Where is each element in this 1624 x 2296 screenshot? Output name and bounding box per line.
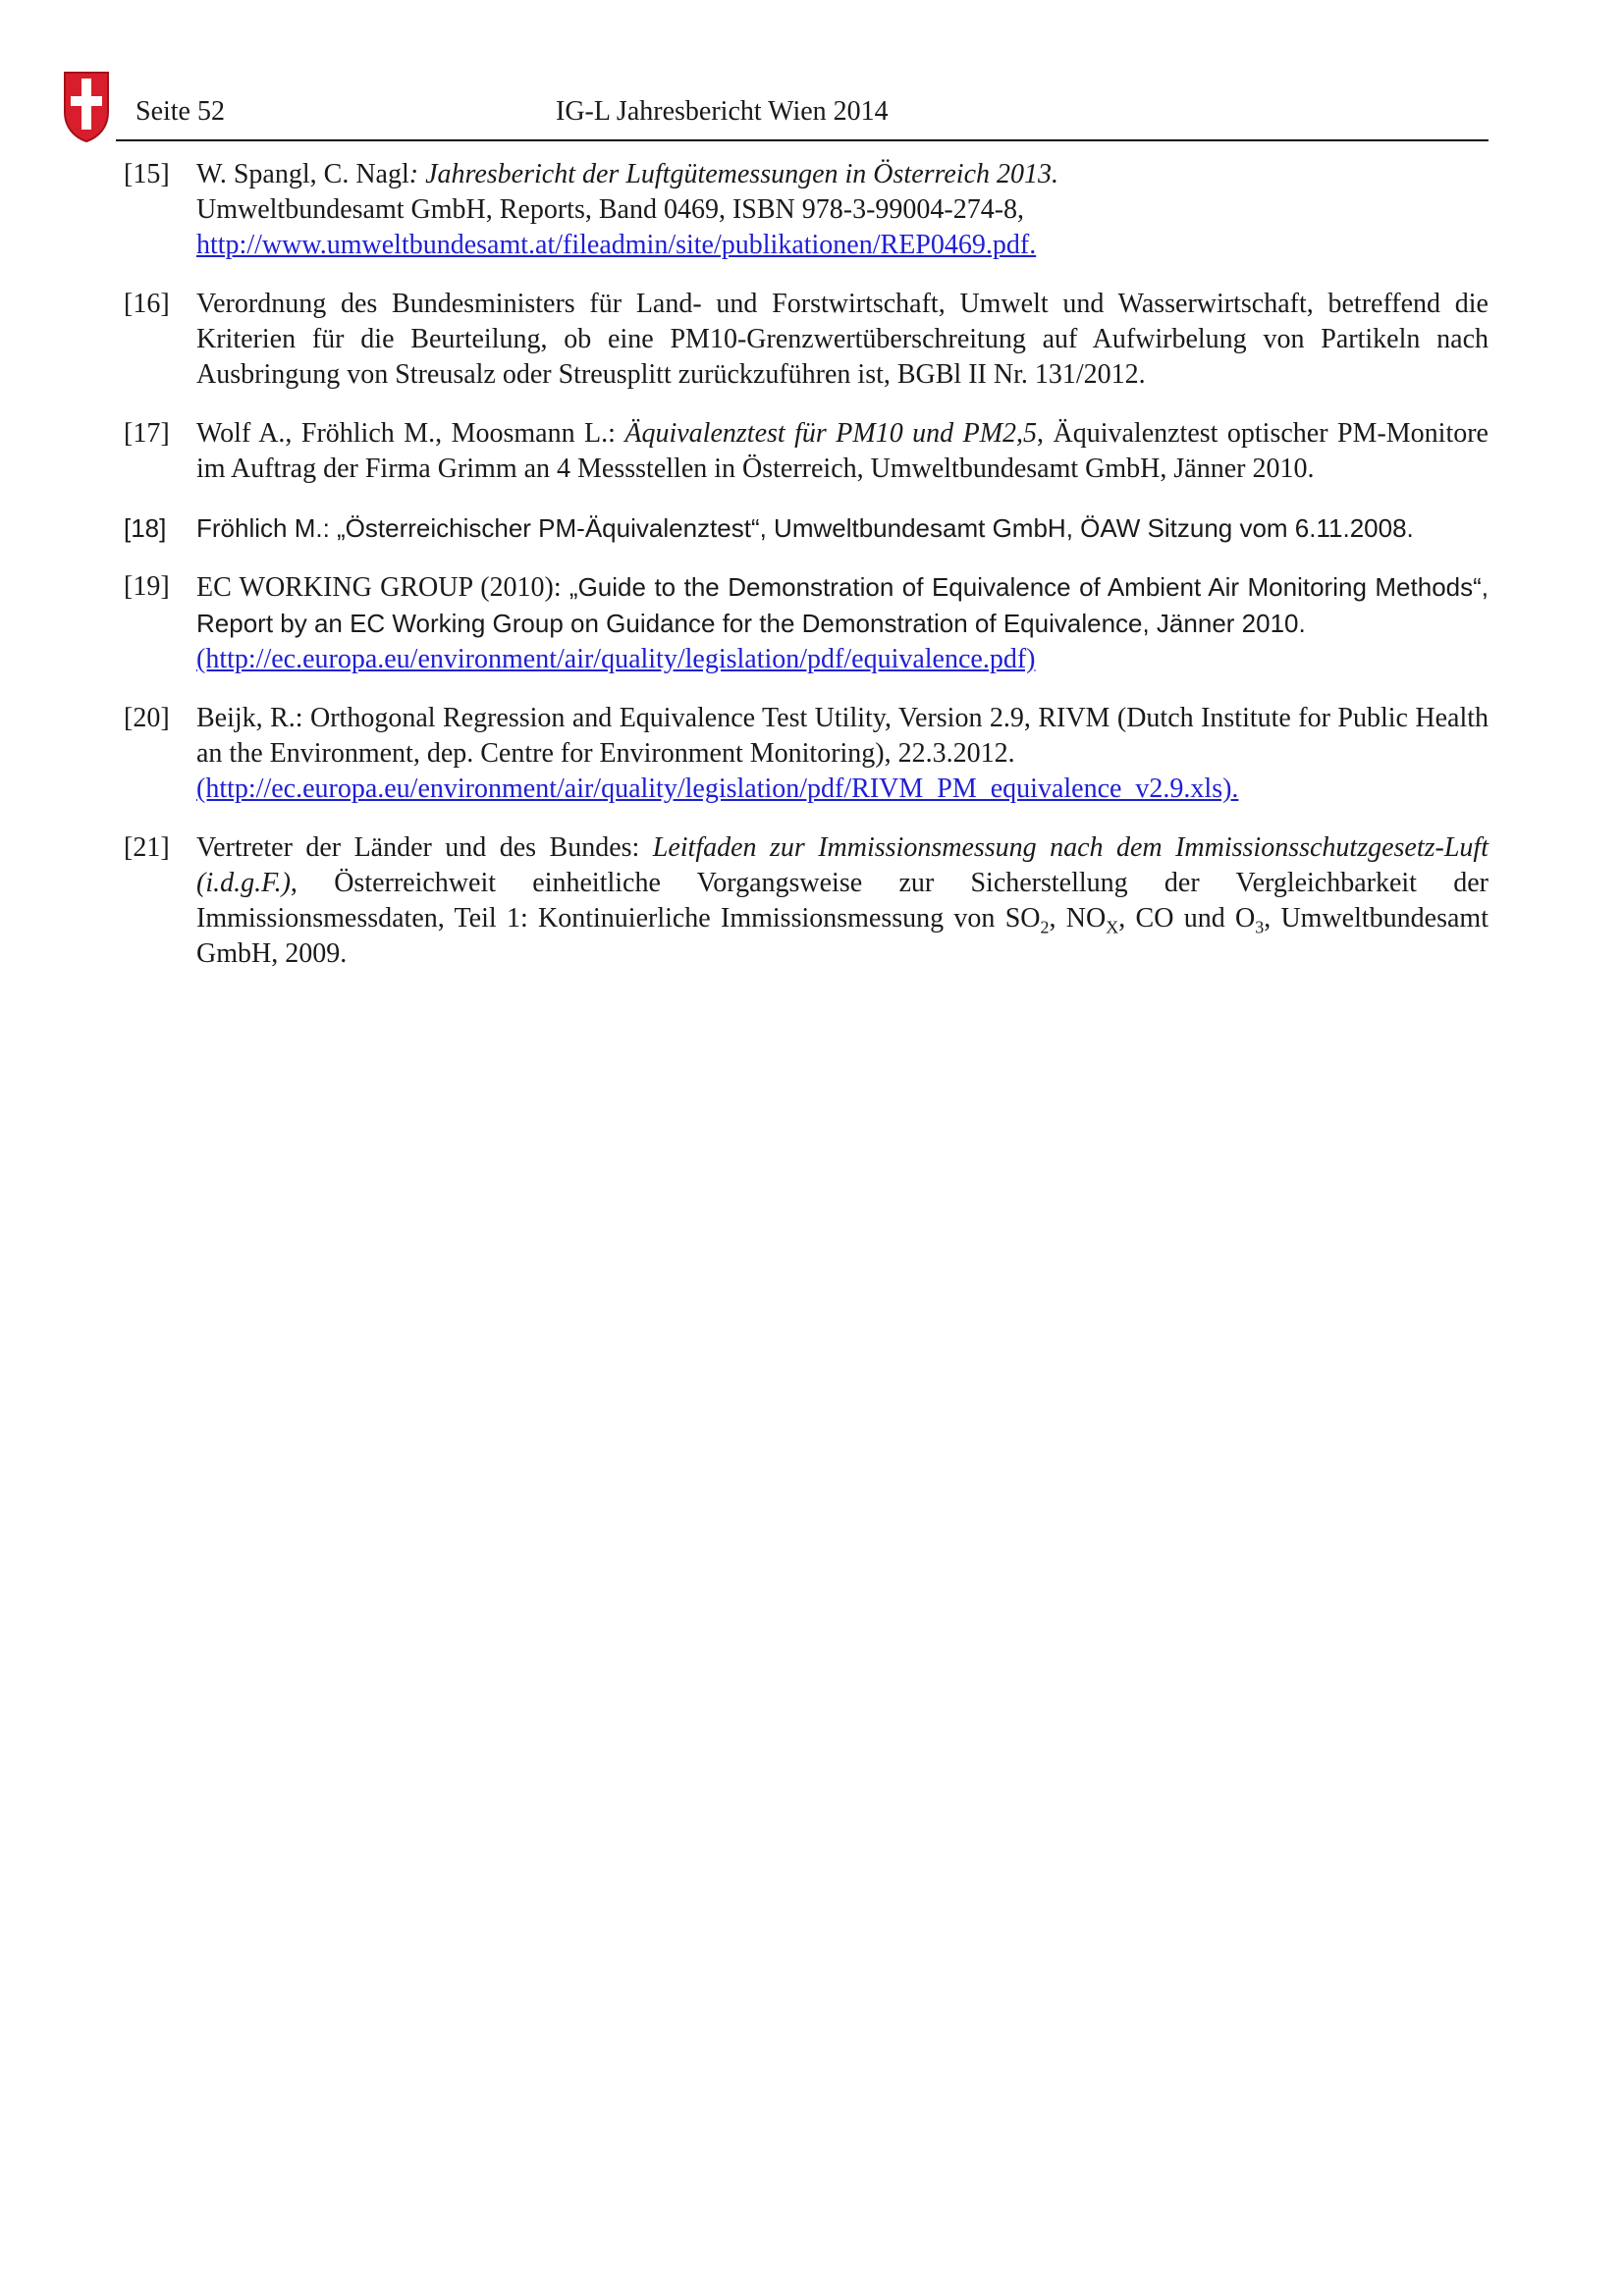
reference-link[interactable]: http://www.umweltbundesamt.at/fileadmin/site/publikationen/REP0469.pdf. [196,230,1037,260]
reference-text: , Umweltbundesamt GmbH, 2009. [196,903,1489,969]
reference-authors: W. Spangl, C. Nagl [196,159,409,189]
reference-number: [21] [124,832,170,863]
reference-16 [124,287,1489,393]
reference-19 [124,569,1489,677]
reference-link[interactable]: (http://ec.europa.eu/environment/air/quality/legislation/pdf/equivalence.pdf) [196,644,1036,674]
reference-number: [20] [124,703,170,733]
vienna-coat-of-arms-icon [63,69,110,143]
document-title: IG-L Jahresbericht Wien 2014 [556,96,889,127]
reference-18 [124,510,1489,546]
reference-authors: EC WORKING GROUP (2010): [196,572,569,603]
reference-authors: Wolf A., Fröhlich M., Moosmann L.: [196,418,625,449]
page-number: Seite 52 [135,96,225,127]
reference-authors: Fröhlich M. [196,513,323,543]
reference-title: Leitfaden zur Immissionsmessung nach dem Immissionsschutzgesetz-Luft (i.d.g.F.) [196,832,1489,898]
reference-details: Umweltbundesamt GmbH, Reports, Band 0469, ISBN 978-3-99004-274-8, [196,194,1025,225]
reference-20 [124,701,1489,807]
reference-link[interactable]: (http://ec.europa.eu/environment/air/quality/legislation/pdf/RIVM_PM_equivalence_v2.9.xls). [196,774,1239,804]
reference-title: : Jahresbericht der Luftgütemessungen in Österreich 2013. [408,159,1059,189]
subscript: 3 [1255,917,1265,937]
reference-title: Äquivalenztest für PM10 und PM2,5 [624,418,1038,449]
reference-number: [18] [124,513,167,543]
reference-text: : „Österreichischer PM-Äquivalenztest“, Umweltbundesamt GmbH, ÖAW Sitzung vom 6.11.2008. [322,513,1414,543]
reference-text: , CO und O [1118,903,1256,934]
reference-text: , NO [1049,903,1107,934]
reference-number: [19] [124,571,170,602]
reference-text: Beijk, R.: Orthogonal Regression and Equivalence Test Utility, Version 2.9, RIVM (Dutch Institute for Public Health an the Environment, dep. Centre for Environment Monitoring), 22.3.2012. [196,703,1489,769]
subscript: X [1106,917,1119,937]
reference-number: [15] [124,159,170,189]
reference-number: [17] [124,418,170,449]
reference-21 [124,830,1489,972]
reference-authors: Vertreter der Länder und des Bundes: [196,832,653,863]
reference-details: , Äquivalenztest optischer PM-Monitore im Auftrag der Firma Grimm an 4 Messstellen in Österreich, Umweltbundesamt GmbH, Jänner 2010. [196,418,1489,484]
reference-text: „Guide to the Demonstration of Equivalence of Ambient Air Monitoring Methods“, Report by an EC Working Group on Guidance for the Demonstration of Equivalence, Jänner 2010. [196,572,1489,638]
reference-text: Verordnung des Bundesministers für Land- und Forstwirtschaft, Umwelt und Wasserwirtschaft, betreffend die Kriterien für die Beurteilung, ob eine PM10-Grenzwertüberschreitung auf Aufwirbelung von Partikeln nach Ausbringung von Streusalz oder Streusplitt zurückzuführen ist, BGBl II Nr. 131/2012. [196,289,1489,390]
reference-text: , Österreichweit einheitliche Vorgangsweise zur Sicherstellung der Vergleichbarkeit der Immissionsmessdaten, Teil 1: Kontinuierliche Immissionsmessung von SO [196,868,1489,934]
reference-17 [124,416,1489,487]
page-header [116,94,1489,141]
reference-list [124,157,1489,995]
reference-15 [124,157,1489,263]
subscript: 2 [1040,917,1050,937]
reference-number: [16] [124,289,170,319]
